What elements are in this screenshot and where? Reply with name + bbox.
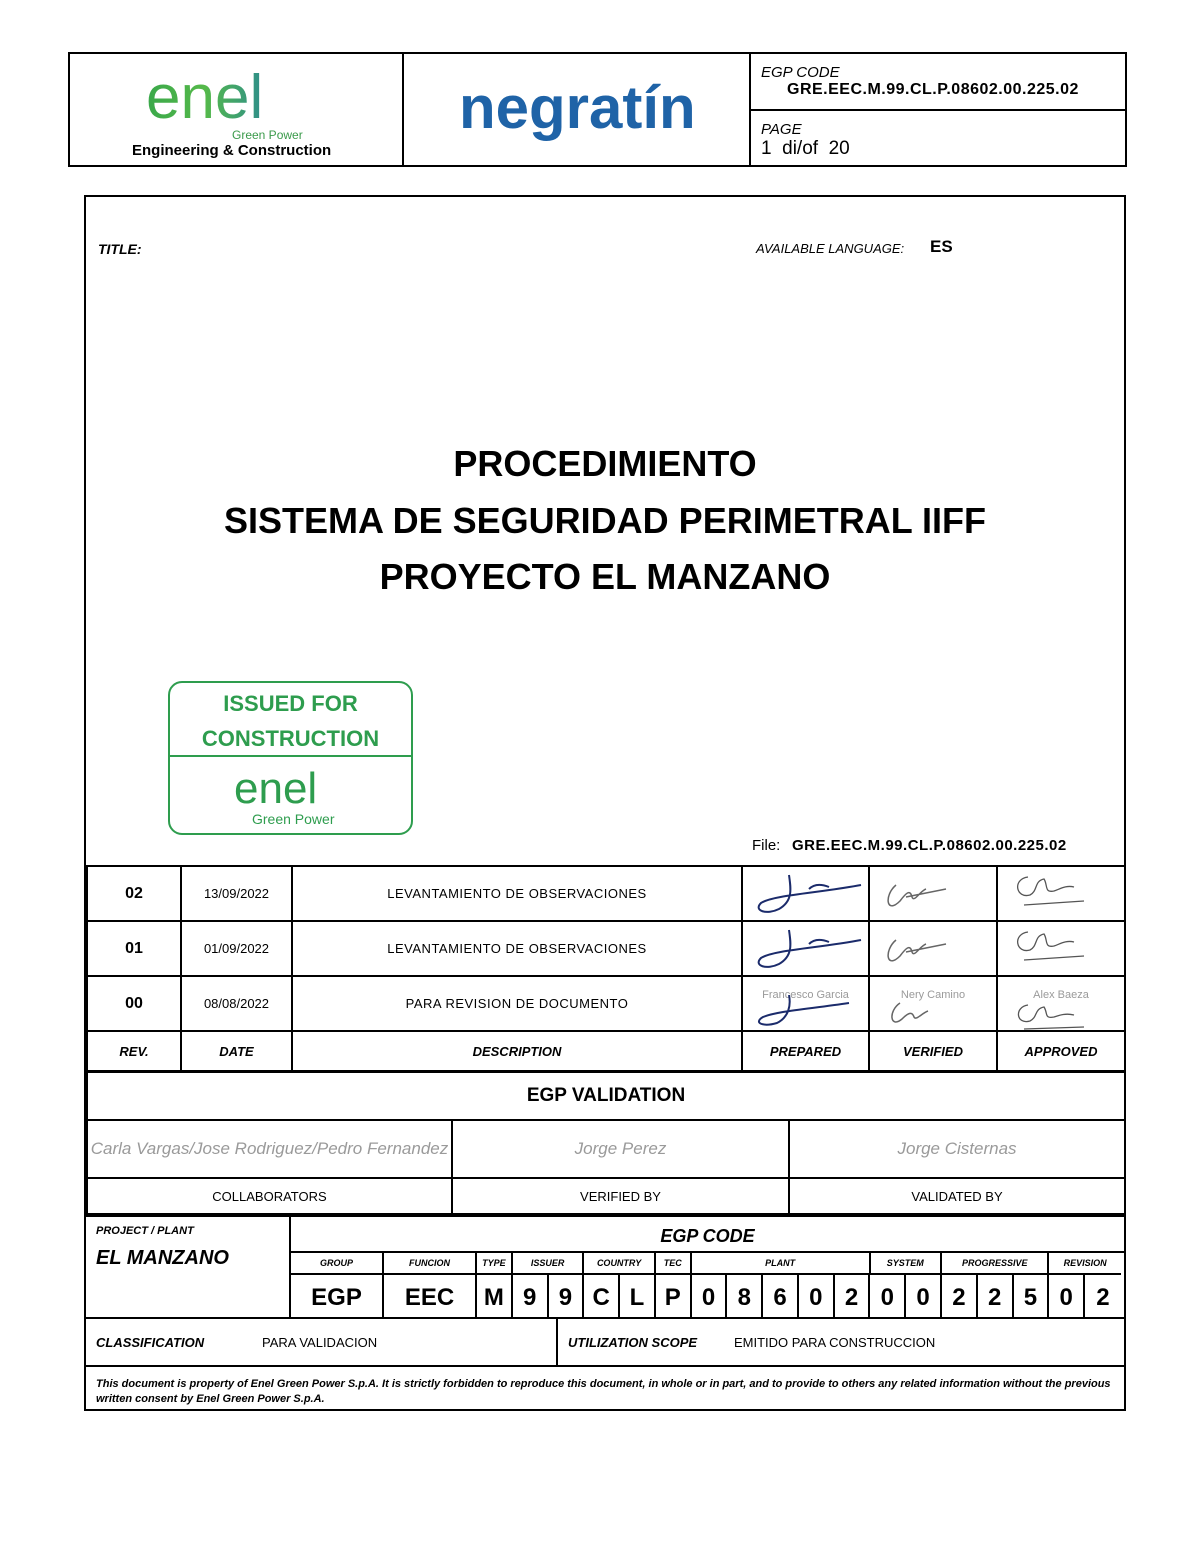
- verified-signature-cell: [869, 976, 997, 1031]
- code-char-cell: 2: [942, 1275, 978, 1319]
- title-label: TITLE:: [98, 241, 142, 257]
- signature-icon: [1004, 1003, 1119, 1031]
- egp-code-grid: [291, 1217, 1124, 1317]
- document-title-line-1: PROCEDIMIENTO: [453, 443, 757, 484]
- page-value: 1 di/of 20: [761, 137, 850, 159]
- rev-number: 01: [87, 921, 181, 976]
- enel-logo: [146, 60, 326, 130]
- stamp-green-power: Green Power: [252, 811, 335, 827]
- validated-by-name: Jorge Cisternas: [789, 1120, 1125, 1178]
- code-char-cell: L: [620, 1275, 656, 1319]
- stamp-enel-logo: [232, 765, 352, 811]
- validated-by-label: VALIDATED BY: [789, 1178, 1125, 1214]
- code-char-cell: 2: [835, 1275, 871, 1319]
- rev-date: 01/09/2022: [181, 921, 292, 976]
- code-char-cell: 2: [978, 1275, 1014, 1319]
- approved-signature-cell: [997, 921, 1125, 976]
- file-label: File:: [752, 837, 781, 854]
- rev-number: 02: [87, 866, 181, 921]
- code-char-cell: 0: [692, 1275, 728, 1319]
- rev-description: PARA REVISION DE DOCUMENTO: [292, 976, 742, 1031]
- signature-icon: [876, 871, 991, 917]
- header-description: DESCRIPTION: [292, 1031, 742, 1071]
- negratin-logo-cell: [404, 54, 751, 165]
- code-field-header: COUNTRY: [584, 1253, 656, 1275]
- code-char-cell: P: [656, 1275, 692, 1319]
- code-field-header: GROUP: [291, 1253, 384, 1275]
- code-char-cell: 8: [727, 1275, 763, 1319]
- header-date: DATE: [181, 1031, 292, 1071]
- code-char-cell: 0: [870, 1275, 906, 1319]
- collaborators-names: Carla Vargas/Jose Rodriguez/Pedro Fernandez: [87, 1120, 452, 1178]
- signature-icon: [1004, 926, 1119, 972]
- language-label: AVAILABLE LANGUAGE:: [756, 241, 905, 256]
- svg-text:negratín: negratín: [458, 73, 696, 141]
- engineering-construction-label: Engineering & Construction: [132, 142, 332, 159]
- document-title-line-3: PROYECTO EL MANZANO: [379, 556, 831, 597]
- utilization-scope-cell: [556, 1319, 1124, 1365]
- header-prepared: PREPARED: [742, 1031, 869, 1071]
- revision-table: [86, 865, 1126, 1072]
- issued-for-construction-stamp: [168, 681, 413, 835]
- document-title-line-2: SISTEMA DE SEGURIDAD PERIMETRAL IIFF: [223, 500, 987, 541]
- verified-by-label: VERIFIED BY: [452, 1178, 789, 1214]
- stamp-text: [170, 683, 411, 757]
- classification-row: [86, 1319, 1124, 1367]
- enel-green-power-label: Green Power: [232, 128, 303, 142]
- rev-description: LEVANTAMIENTO DE OBSERVACIONES: [292, 921, 742, 976]
- prepared-name: Francesco Garcia: [762, 989, 849, 1001]
- verified-name: Nery Camino: [900, 989, 966, 1001]
- signature-icon: [749, 995, 864, 1029]
- code-char-cell: 9: [549, 1275, 585, 1319]
- rev-date: 08/08/2022: [181, 976, 292, 1031]
- egp-code-cell: [751, 54, 1125, 165]
- code-field-values: [291, 1275, 1124, 1319]
- code-char-cell: 0: [1049, 1275, 1085, 1319]
- header-rev: REV.: [87, 1031, 181, 1071]
- code-char-cell: C: [584, 1275, 620, 1319]
- egp-code-block: [86, 1215, 1124, 1319]
- signature-icon: [749, 871, 864, 917]
- prepared-signature-cell: [742, 866, 869, 921]
- cover-frame: [84, 195, 1126, 1411]
- code-field-header: TEC: [656, 1253, 692, 1275]
- verified-by-name: Jorge Perez: [452, 1120, 789, 1178]
- code-field-header: REVISION: [1049, 1253, 1121, 1275]
- egp-code-row: [751, 54, 1125, 109]
- property-disclaimer: This document is property of Enel Green Power S.p.A. It is strictly forbidden to reproduce this document, in whole or in part, and to provide to others any related information without the previous written consent by Enel Green Power S.p.A.: [96, 1378, 1111, 1405]
- code-char-cell: 5: [1014, 1275, 1050, 1319]
- page-label: PAGE: [761, 120, 802, 138]
- egp-code-value: GRE.EEC.M.99.CL.P.08602.00.225.02: [787, 81, 1079, 98]
- code-char-cell: 0: [906, 1275, 942, 1319]
- svg-text:enel: enel: [146, 63, 264, 130]
- utilization-scope-label: UTILIZATION SCOPE: [568, 1334, 698, 1350]
- classification-value: PARA VALIDACION: [262, 1334, 378, 1350]
- code-char-cell: EGP: [291, 1275, 384, 1319]
- egp-code-grid-title: EGP CODE: [291, 1217, 1124, 1253]
- collaborators-label: COLLABORATORS: [87, 1178, 452, 1214]
- revision-row: [87, 976, 1125, 1031]
- code-char-cell: EEC: [384, 1275, 477, 1319]
- rev-date: 13/09/2022: [181, 866, 292, 921]
- verified-signature-cell: [869, 866, 997, 921]
- stamp-line-2: CONSTRUCTION: [201, 726, 380, 751]
- signature-icon: [749, 926, 864, 972]
- code-field-header: FUNCION: [384, 1253, 477, 1275]
- svg-text:enel: enel: [234, 765, 318, 811]
- stamp-line-1: ISSUED FOR: [223, 691, 358, 716]
- utilization-scope-value: EMITIDO PARA CONSTRUCCION: [734, 1334, 936, 1350]
- page-row: [751, 109, 1125, 166]
- prepared-signature-cell: [742, 976, 869, 1031]
- code-char-cell: M: [477, 1275, 513, 1319]
- approved-signature-cell: [997, 866, 1125, 921]
- egp-validation-table: [86, 1071, 1126, 1215]
- code-field-header: PROGRESSIVE: [942, 1253, 1049, 1275]
- approved-name: Alex Baeza: [1033, 989, 1089, 1001]
- signature-icon: [1004, 871, 1119, 917]
- verified-signature-cell: [869, 921, 997, 976]
- code-field-headers: [291, 1253, 1124, 1275]
- document-header: [68, 52, 1127, 167]
- header-approved: APPROVED: [997, 1031, 1125, 1071]
- code-field-header: TYPE: [477, 1253, 513, 1275]
- code-char-cell: 9: [513, 1275, 549, 1319]
- revision-row: [87, 866, 1125, 921]
- revision-row: [87, 921, 1125, 976]
- rev-number: 00: [87, 976, 181, 1031]
- project-plant-label: PROJECT / PLANT: [96, 1225, 194, 1237]
- egp-validation-title: EGP VALIDATION: [87, 1072, 1125, 1120]
- prepared-signature-cell: [742, 921, 869, 976]
- revision-header-row: [87, 1031, 1125, 1071]
- code-char-cell: 6: [763, 1275, 799, 1319]
- code-char-cell: 0: [799, 1275, 835, 1319]
- signature-icon: [876, 999, 991, 1029]
- rev-description: LEVANTAMIENTO DE OBSERVACIONES: [292, 866, 742, 921]
- classification-label: CLASSIFICATION: [96, 1334, 205, 1350]
- language-value: ES: [930, 237, 953, 256]
- egp-code-label: EGP CODE: [761, 64, 840, 81]
- classification-cell: [86, 1319, 556, 1365]
- code-field-header: PLANT: [692, 1253, 871, 1275]
- code-field-header: ISSUER: [513, 1253, 585, 1275]
- header-verified: VERIFIED: [869, 1031, 997, 1071]
- code-char-cell: 2: [1096, 1284, 1110, 1311]
- code-field-header: SYSTEM: [871, 1253, 943, 1275]
- negratin-logo: [457, 70, 697, 150]
- project-plant-value: EL MANZANO: [96, 1247, 229, 1269]
- signature-icon: [876, 926, 991, 972]
- file-value: GRE.EEC.M.99.CL.P.08602.00.225.02: [792, 837, 1067, 854]
- project-plant-cell: [86, 1217, 291, 1317]
- enel-logo-cell: [70, 54, 404, 165]
- approved-signature-cell: [997, 976, 1125, 1031]
